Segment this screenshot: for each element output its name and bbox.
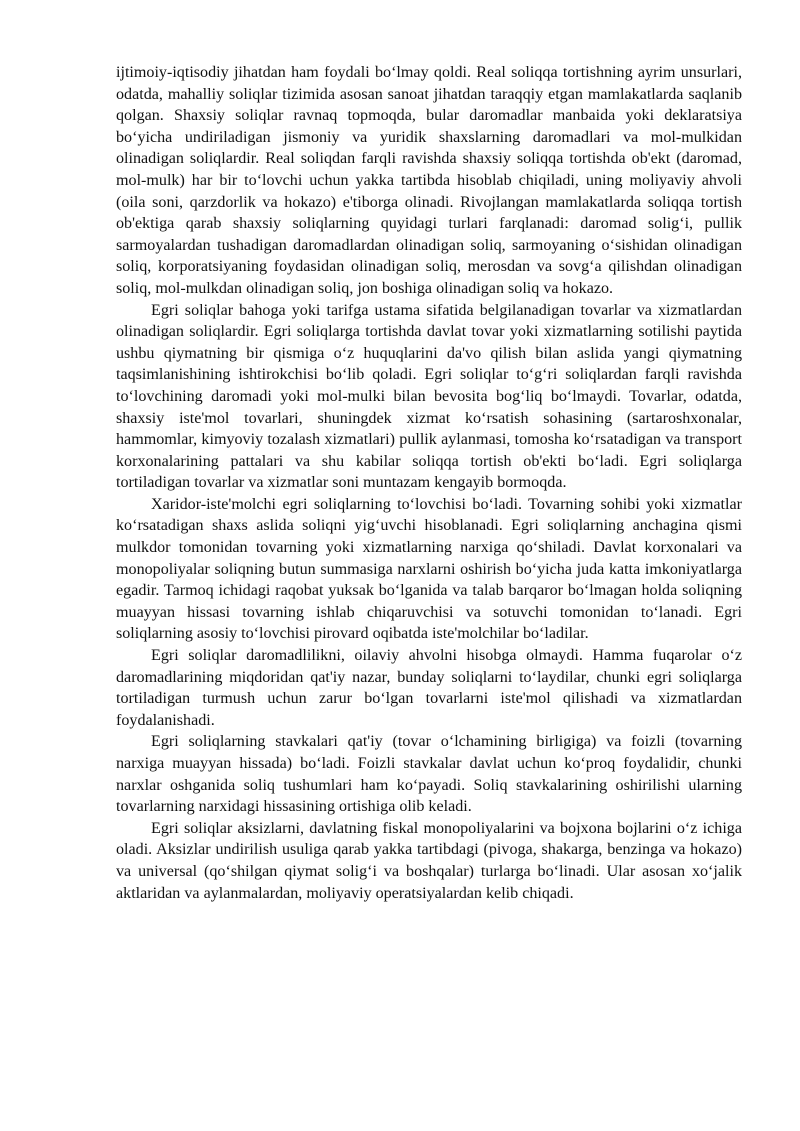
document-page (116, 62, 742, 904)
paragraph-1: ijtimoiy-iqtisodiy jihatdan ham foydali bo‘lmay qoldi. Real soliqqa tortishning ayrim unsurlari, odatda, mahalliy soliqlar tizimida asosan sanoat jihatdan taraqqiy etgan mamlakatlarda saqlanib qolgan. Shaxsiy soliqlar ravnaq topmoqda, bular daromadlar manbaida yoki deklaratsiya bo‘yicha undiriladigan jismoniy va yuridik shaxslarning daromadlari va mol-mulkidan olinadigan soliqlardir. Real soliqdan farqli ravishda shaxsiy soliqqa tortishda ob'ekt (daromad, mol-mulk) har bir to‘lovchi uchun yakka tartibda hisoblab chiqiladi, uning moliyaviy ahvoli (oila soni, qarzdorlik va hokazo) e'tiborga olinadi. Rivojlangan mamlakatlarda soliqqa tortish ob'ektiga qarab shaxsiy soliqlarning quyidagi turlari farqlanadi: daromad solig‘i, pullik sarmoyalardan tushadigan daromadlardan olinadigan soliq, sarmoyaning o‘sishidan olinadigan soliq, korporatsiyaning foydasidan olinadigan soliq, merosdan va sovg‘a qilishdan olinadigan soliq, mol-mulkdan olinadigan soliq, jon boshiga olinadigan soliq va hokazo. (116, 64, 742, 297)
paragraph-5: Egri soliqlarning stavkalari qat'iy (tovar o‘lchamining birligiga) va foizli (tovarning narxiga muayyan hissada) bo‘ladi. Foizli stavkalar davlat uchun ko‘proq foydalidir, chunki narxlar oshganida soliq tushumlari ham ko‘payadi. Soliq stavkalarining oshirilishi ularning tovarlarning narxidagi hissasining ortishiga olib keladi. (116, 733, 742, 816)
paragraph-3: Xaridor-iste'molchi egri soliqlarning to‘lovchisi bo‘ladi. Tovarning sohibi yoki xizmatlar ko‘rsatadigan shaxs aslida soliqni yig‘uvchi hisoblanadi. Egri soliqlarning anchagina qismi mulkdor tomonidan tovarning yoki xizmatlarning narxiga qo‘shiladi. Davlat korxonalari va monopoliyalar soliqning butun summasiga narxlarni oshirish bo‘yicha juda katta imkoniyatlarga egadir. Tarmoq ichidagi raqobat yuksak bo‘lganida va talab barqaror bo‘lmagan holda soliqning muayyan hissasi tovarning ishlab chiqaruvchisi va sotuvchi tomonidan to‘lanadi. Egri soliqlarning asosiy to‘lovchisi pirovard oqibatda iste'molchilar bo‘ladilar. (116, 495, 742, 643)
paragraph-6: Egri soliqlar aksizlarni, davlatning fiskal monopoliyalarini va bojxona bojlarini o‘z ichiga oladi. Aksizlar undirilish usuliga qarab yakka tartibdagi (pivoga, shakarga, benzinga va hokazo) va universal (qo‘shilgan qiymat solig‘i va boshqalar) turlarga bo‘linadi. Ular asosan xo‘jalik aktlaridan va aylanmalardan, moliyaviy operatsiyalardan kelib chiqadi. (116, 819, 742, 902)
paragraph-2: Egri soliqlar bahoga yoki tarifga ustama sifatida belgilanadigan tovarlar va xizmatlardan olinadigan soliqlardir. Egri soliqlarga tortishda davlat tovar yoki xizmatlarning sotilishi paytida ushbu qiymatning bir qismiga o‘z huquqlarini da'vo qilish bilan aslida yangi qiymatning taqsimlanishining ishtirokchisi bo‘lib qoladi. Egri soliqlar to‘g‘ri soliqlardan farqli ravishda to‘lovchining daromadi yoki mol-mulki bilan bevosita bog‘liq bo‘lmaydi. Tovarlar, odatda, shaxsiy iste'mol tovarlari, shuningdek xizmat ko‘rsatish sohasining (sartaroshxonalar, hammomlar, kimyoviy tozalash xizmatlari) pullik aylanmasi, tomosha ko‘rsatadigan va transport korxonalarining pattalari va shu kabilar soliqqa tortish ob'ekti bo‘ladi. Egri soliqlarga tortiladigan tovarlar va xizmatlar soni muntazam kengayib bormoqda. (116, 301, 742, 492)
paragraph-4: Egri soliqlar daromadlilikni, oilaviy ahvolni hisobga olmaydi. Hamma fuqarolar o‘z daromadlarining miqdoridan qat'iy nazar, bunday soliqlarni to‘laydilar, chunki egri soliqlarga tortiladigan turmush uchun zarur bo‘lgan tovarlarni iste'mol qilishadi va xizmatlardan foydalanishadi. (116, 647, 742, 729)
